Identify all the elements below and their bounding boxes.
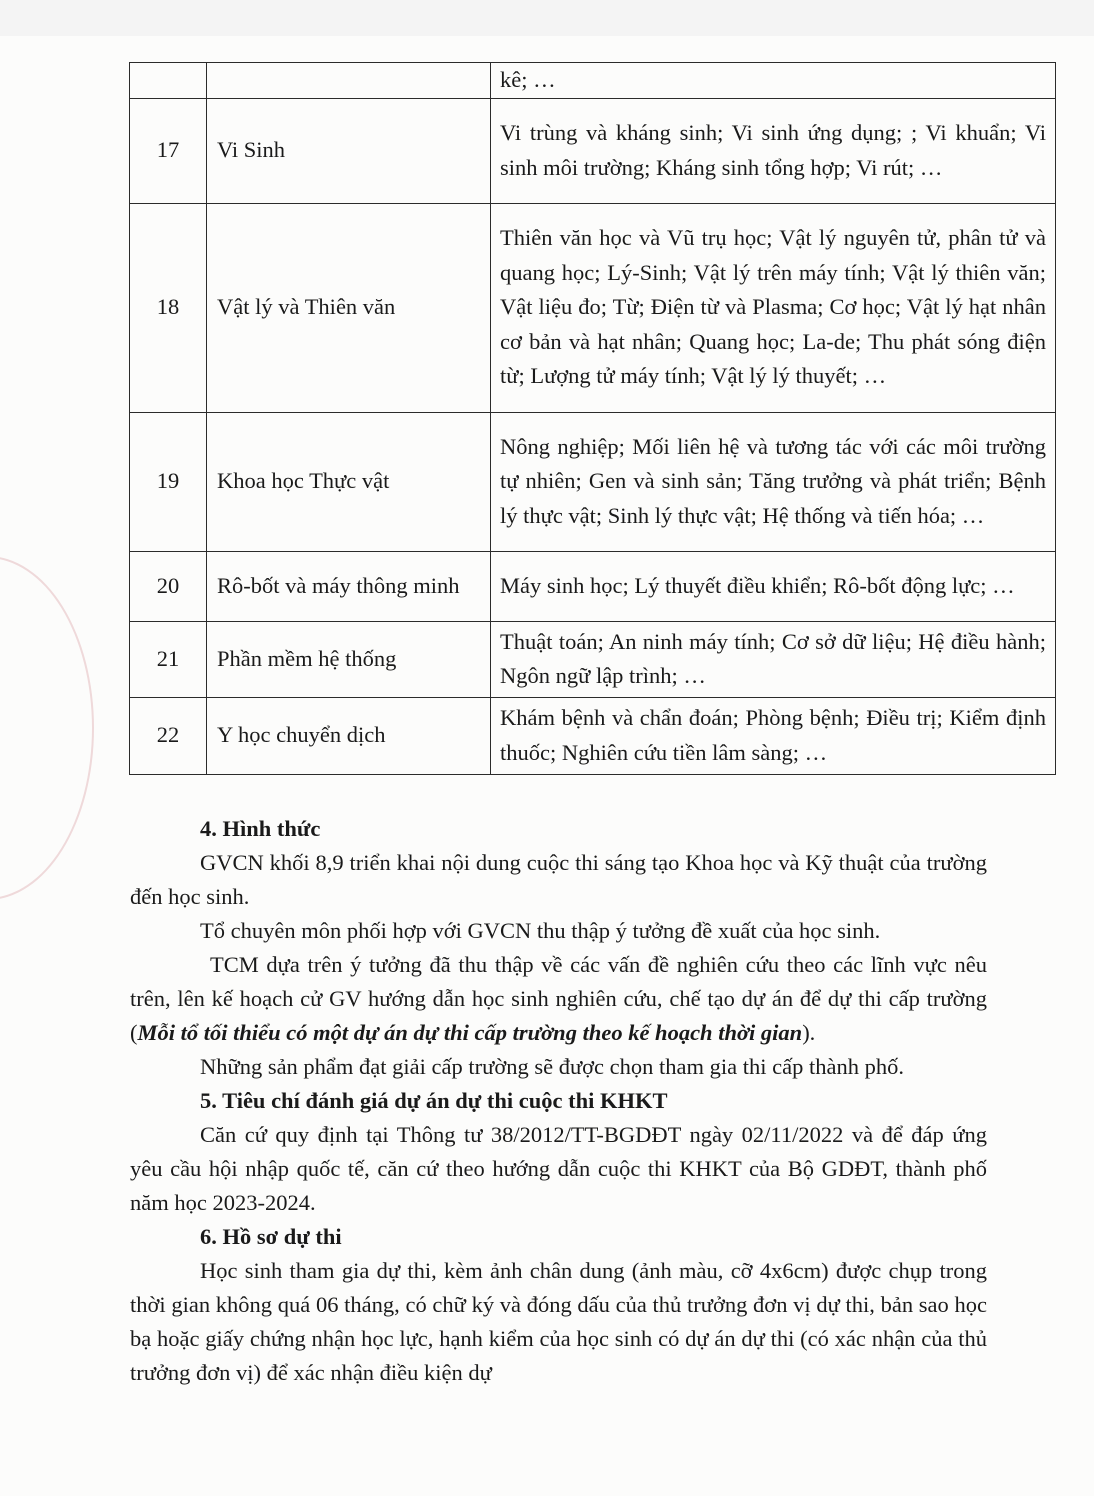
viewer-top-bar [0,0,1094,37]
section-heading: 4. Hình thức [200,816,321,841]
field-topics: kê; … [491,63,1056,99]
field-name: Khoa học Thực vật [207,412,491,551]
paragraph: GVCN khối 8,9 triển khai nội dung cuộc thi sáng tạo Khoa học và Kỹ thuật của trường đến học sinh. [130,850,987,909]
paragraph [130,948,987,1050]
paragraph-text: ). [802,1020,816,1045]
field-topics: Khám bệnh và chẩn đoán; Phòng bệnh; Điều trị; Kiểm định thuốc; Nghiên cứu tiền lâm sàng; … [491,697,1056,774]
paragraph-text: TCM dựa trên ý tưởng đã thu thập về các vấn đề nghiên cứu theo các lĩnh vực nêu trên, lên kế hoạch cử GV hướng dẫn học sinh nghiên cứu, chế tạo dự án để dự thi cấp trường ( [130,952,987,1045]
red-stamp-mark [0,556,94,900]
field-topics: Máy sinh học; Lý thuyết điều khiển; Rô-bốt động lực; … [491,551,1056,621]
table-row [130,412,1056,551]
table-row [130,63,1056,99]
row-number: 21 [130,621,207,697]
row-number: 22 [130,697,207,774]
field-topics: Vi trùng và kháng sinh; Vi sinh ứng dụng; ; Vi khuẩn; Vi sinh môi trường; Kháng sinh tổng hợp; Vi rút; … [491,98,1056,203]
section-heading: 6. Hồ sơ dự thi [200,1224,342,1249]
field-name: Rô-bốt và máy thông minh [207,551,491,621]
table-row [130,551,1056,621]
row-number: 19 [130,412,207,551]
paragraph: Những sản phẩm đạt giải cấp trường sẽ được chọn tham gia thi cấp thành phố. [200,1054,904,1079]
research-fields-table [129,62,1056,775]
table-row [130,621,1056,697]
row-number: 17 [130,98,207,203]
field-name: Y học chuyển dịch [207,697,491,774]
table-row [130,697,1056,774]
field-name: Phần mềm hệ thống [207,621,491,697]
field-topics: Thiên văn học và Vũ trụ học; Vật lý nguyên tử, phân tử và quang học; Lý-Sinh; Vật lý trên máy tính; Vật lý thiên văn; Vật liệu đo; Từ; Điện từ và Plasma; Cơ học; Vật lý hạt nhân cơ bản và hạt nhân; Quang học; La-de; Thu phát sóng điện từ; Lượng tử máy tính; Vật lý lý thuyết; … [491,203,1056,412]
paragraph: Tổ chuyên môn phối hợp với GVCN thu thập ý tưởng đề xuất của học sinh. [200,918,881,943]
field-topics: Thuật toán; An ninh máy tính; Cơ sở dữ liệu; Hệ điều hành; Ngôn ngữ lập trình; … [491,621,1056,697]
row-number: 20 [130,551,207,621]
table-row [130,203,1056,412]
paragraph: Căn cứ quy định tại Thông tư 38/2012/TT-BGDĐT ngày 02/11/2022 và để đáp ứng yêu cầu hội nhập quốc tế, căn cứ theo hướng dẫn cuộc thi KHKT của Bộ GDĐT, thành phố năm học 2023-2024. [130,1122,987,1215]
field-name [207,63,491,99]
field-name: Vật lý và Thiên văn [207,203,491,412]
table-row [130,98,1056,203]
field-name: Vi Sinh [207,98,491,203]
row-number [130,63,207,99]
emphasis-text: Mỗi tổ tối thiểu có một dự án dự thi cấp trường theo kế hoạch thời gian [137,1020,803,1045]
section-heading: 5. Tiêu chí đánh giá dự án dự thi cuộc thi KHKT [200,1088,668,1113]
field-topics: Nông nghiệp; Mối liên hệ và tương tác với các môi trường tự nhiên; Gen và sinh sản; Tăng trưởng và phát triển; Bệnh lý thực vật; Sinh lý thực vật; Hệ thống và tiến hóa; … [491,412,1056,551]
paragraph: Học sinh tham gia dự thi, kèm ảnh chân dung (ảnh màu, cỡ 4x6cm) được chụp trong thời gian không quá 06 tháng, có chữ ký và đóng dấu của thủ trưởng đơn vị dự thi, bản sao học bạ hoặc giấy chứng nhận học lực, hạnh kiểm của học sinh có dự án dự thi (có xác nhận của thủ trưởng đơn vị) để xác nhận điều kiện dự [130,1258,987,1385]
document-body [130,812,987,1390]
row-number: 18 [130,203,207,412]
